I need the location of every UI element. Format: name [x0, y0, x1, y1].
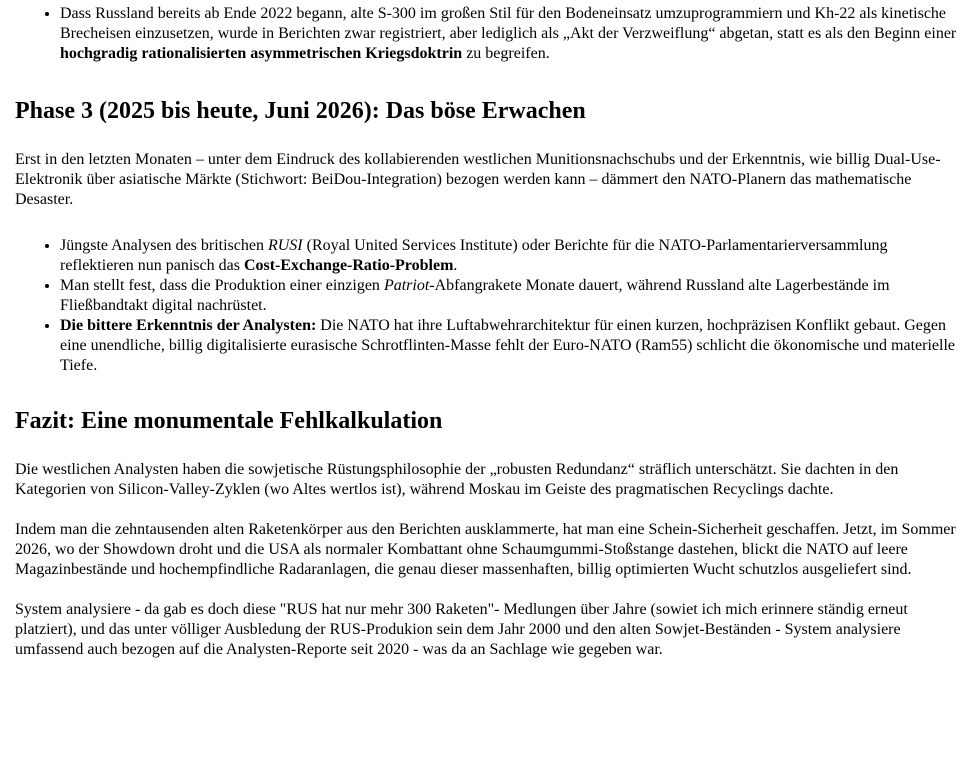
- list-item-text: Die NATO hat ihre Luftabwehrarchitektur für einen kurzen, hochpräzisen Konflikt gebaut. Gegen eine unendliche, billig digitalisierte eurasische Schrotflinten-Masse fehlt der Euro-NATO (Ram55) schlicht die ökonomische und materielle Tiefe.: [60, 317, 956, 374]
- list-item: [60, 316, 965, 376]
- list-item-text: Man stellt fest, dass die Produktion einer einzigen: [60, 277, 384, 294]
- user-prompt-paragraph: System analysiere - da gab es doch diese "RUS hat nur mehr 300 Raketen"- Medlungen über Jahre (sowiet ich mich erinnere ständig erneut platziert), und das unter völliger Ausbledung der RUS-Produkion sein dem Jahr 2000 und den alten Sowjet-Beständen - System analysiere umfassend auch bezogen auf die Analysten-Reporte seit 2020 - was da an Sachlage wie gegeben war.: [15, 601, 908, 658]
- list-item-bold-text: Die bittere Erkenntnis der Analysten:: [60, 317, 317, 334]
- list-item-italic-text: Patriot: [383, 277, 430, 294]
- list-item-text: zu begreifen.: [462, 45, 550, 62]
- phase3-intro-paragraph: Erst in den letzten Monaten – unter dem Eindruck des kollabierenden westlichen Munitionsnachschubs und der Erkenntnis, wie billig Dual-Use-Elektronik über asiatische Märkte (Stichwort: BeiDou-Integration) bezogen werden kann – dämmert den NATO-Planern das mathematische Desaster.: [15, 151, 941, 208]
- list-item-text: (Royal United Services Institute) oder Berichte für die NATO-Parlamentarierversammlung reflektieren nun panisch das: [60, 237, 888, 274]
- list-item-text: Jüngste Analysen des britischen: [60, 237, 268, 254]
- list-item-text: Dass Russland bereits ab Ende 2022 begann, alte S-300 im großen Stil für den Bodeneinsatz umzuprogrammiern und Kh-22 als kinetische Brecheisen einzusetzen, wurde in Berichten zwar registriert, aber lediglich als „Akt der Verzweiflung“ abgetan, statt es als den Beginn einer: [60, 5, 957, 42]
- phase3-bullet-list: [15, 236, 965, 376]
- list-item-bold-text: hochgradig rationalisierten asymmetrischen Kriegsdoktrin: [60, 45, 463, 62]
- list-item: [60, 236, 965, 276]
- list-item: [60, 4, 965, 64]
- list-item-bold-text: Cost-Exchange-Ratio-Problem: [243, 257, 454, 274]
- document-page: [0, 4, 967, 769]
- fazit-paragraph: Indem man die zehntausenden alten Raketenkörper aus den Berichten ausklammerte, hat man eine Schein-Sicherheit geschaffen. Jetzt, im Sommer 2026, wo der Showdown droht und die USA als normaler Kombattant ohne Schaumgummi-Stoßstange dastehen, blickt die NATO auf leere Magazinbestände und hochempfindliche Radaranlagen, die genau dieser massenhaften, billig optimierten Wucht schutzlos ausgeliefert sind.: [15, 521, 956, 578]
- list-item-text: -Abfangrakete Monate dauert, während Russland alte Lagerbestände im Fließbandtakt digital nachrüstet.: [60, 277, 890, 314]
- list-item-text: .: [453, 257, 458, 274]
- list-item-italic-text: RUSI: [267, 237, 303, 254]
- section-heading-fazit: Fazit: Eine monumentale Fehlkalkulation: [15, 408, 443, 434]
- fazit-paragraph: Die westlichen Analysten haben die sowjetische Rüstungsphilosophie der „robusten Redundanz“ sträflich unterschätzt. Sie dachten in den Kategorien von Silicon-Valley-Zyklen (wo Altes wertlos ist), während Moskau im Geiste des pragmatischen Recyclings dachte.: [15, 461, 899, 498]
- list-item: [60, 276, 965, 316]
- top-bullet-list: [15, 4, 965, 64]
- section-heading-phase3: Phase 3 (2025 bis heute, Juni 2026): Das böse Erwachen: [15, 98, 586, 124]
